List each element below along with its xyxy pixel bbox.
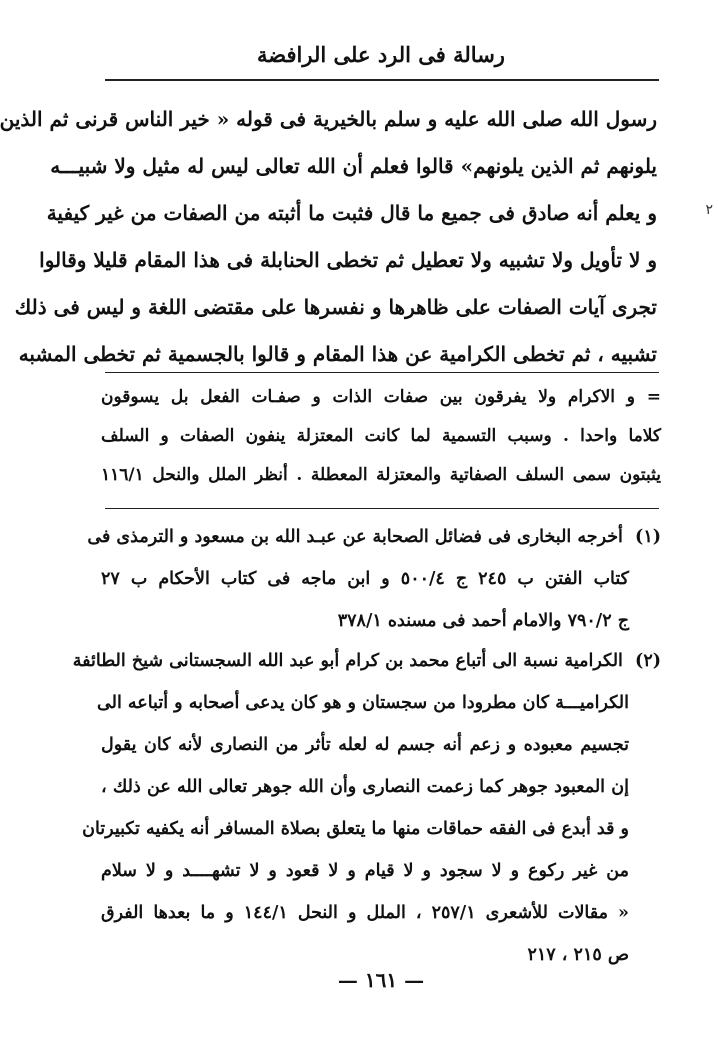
- footnote-number: (٢): [635, 651, 661, 671]
- running-head: رسالة فى الرد على الرافضة: [257, 42, 505, 67]
- footnote-continuation: [101, 378, 661, 495]
- footnote-line: ج ٧٩٠/٢ والامام أحمد فى مسنده ٣٧٨/١: [337, 611, 629, 631]
- footnote-line: ص ٢١٥ ، ٢١٧: [527, 945, 629, 965]
- footnote-line: كتاب الفتن ب ٢٤٥ ج ٥٠٠/٤ و ابن ماجه فى كتاب الأحكام ب ٢٧: [101, 569, 629, 589]
- footnote-text: الكرامية نسبة الى أتباع محمد بن كرام أبو عبد الله السجستانى شيخ الطائفة: [72, 651, 623, 671]
- footnote-continuation-line: [101, 378, 661, 417]
- header-rule: [105, 79, 659, 81]
- main-text-line: يلونهم ثم الذين يلونهم» قالوا فعلم أن الله تعالى ليس له مثيل ولا شبيـــه: [50, 154, 657, 178]
- footnote-line: تجسيم معبوده و زعم أنه جسم له لعله تأثر من النصارى لأنه كان يقول: [101, 735, 629, 755]
- footnote-line: [87, 516, 661, 558]
- footnote-line: [72, 640, 661, 682]
- footnote-line: « مقالات للأشعرى ٢٥٧/١ ، الملل و النحل ١٤٤/١ و ما بعدها الفرق: [101, 903, 629, 923]
- main-text: [0, 96, 657, 378]
- footnote-text: أخرجه البخارى فى فضائل الصحابة عن عبـد الله بن مسعود و الترمذى فى: [87, 527, 623, 547]
- main-text-line: و لا تأويل ولا تشبيه ولا تعطيل ثم تخطى الحنابلة فى هذا المقام قليلا وقالوا: [39, 248, 657, 272]
- footnote-line: و قد أبدع فى الفقه حماقات منها ما يتعلق بصلاة المسافر أنه يكفيه تكبيرتان: [82, 819, 629, 839]
- margin-mark: ٢: [705, 202, 713, 218]
- footnote-continuation-line: كلاما واحدا . وسبب التسمية لما كانت المعتزلة ينفون الصفات و السلف: [101, 426, 661, 446]
- page-number: — ١٦١ —: [337, 968, 425, 992]
- main-text-line: تجرى آيات الصفات على ظاهرها و نفسرها على مقتضى اللغة و ليس فى ذلك: [14, 295, 657, 319]
- footnote-number: (١): [635, 527, 661, 547]
- footnote-line: من غير ركوع و لا سجود و لا قيام و لا قعود و لا تشهــــد و لا سلام: [101, 861, 629, 881]
- footnote-2: [72, 640, 661, 976]
- footnote-line: الكراميـــة كان مطرودا من سجستان و هو كان يدعى أصحابه و أتباعه الى: [97, 693, 629, 713]
- main-text-line: و يعلم أنه صادق فى جميع ما قال فثبت ما أثبته من الصفات من غير كيفية: [46, 201, 657, 225]
- main-text-line: تشبيه ، ثم تخطى الكرامية عن هذا المقام و قالوا بالجسمية ثم تخطى المشبه: [18, 342, 657, 366]
- footnote-text: و الاكرام ولا يفرقون بين صفات الذات و صفـات الفعل بل يسوقون: [101, 387, 635, 407]
- footnote-continuation-line: يثبتون سمى السلف الصفاتية والمعتزلة المعطلة . أنظر الملل والنحل ١١٦/١: [101, 465, 661, 485]
- footnote-1: [87, 516, 661, 642]
- footnote-divider: [105, 508, 659, 509]
- footnote-separator: [105, 372, 659, 373]
- main-text-line: رسول الله صلى الله عليه و سلم بالخيرية فى قوله « خير الناس قرنى ثم الذين: [0, 107, 657, 131]
- footnote-line: إن المعبود جوهر كما زعمت النصارى وأن الله جوهر تعالى الله عن ذلك ،: [101, 777, 629, 797]
- continuation-marker: =: [646, 387, 661, 407]
